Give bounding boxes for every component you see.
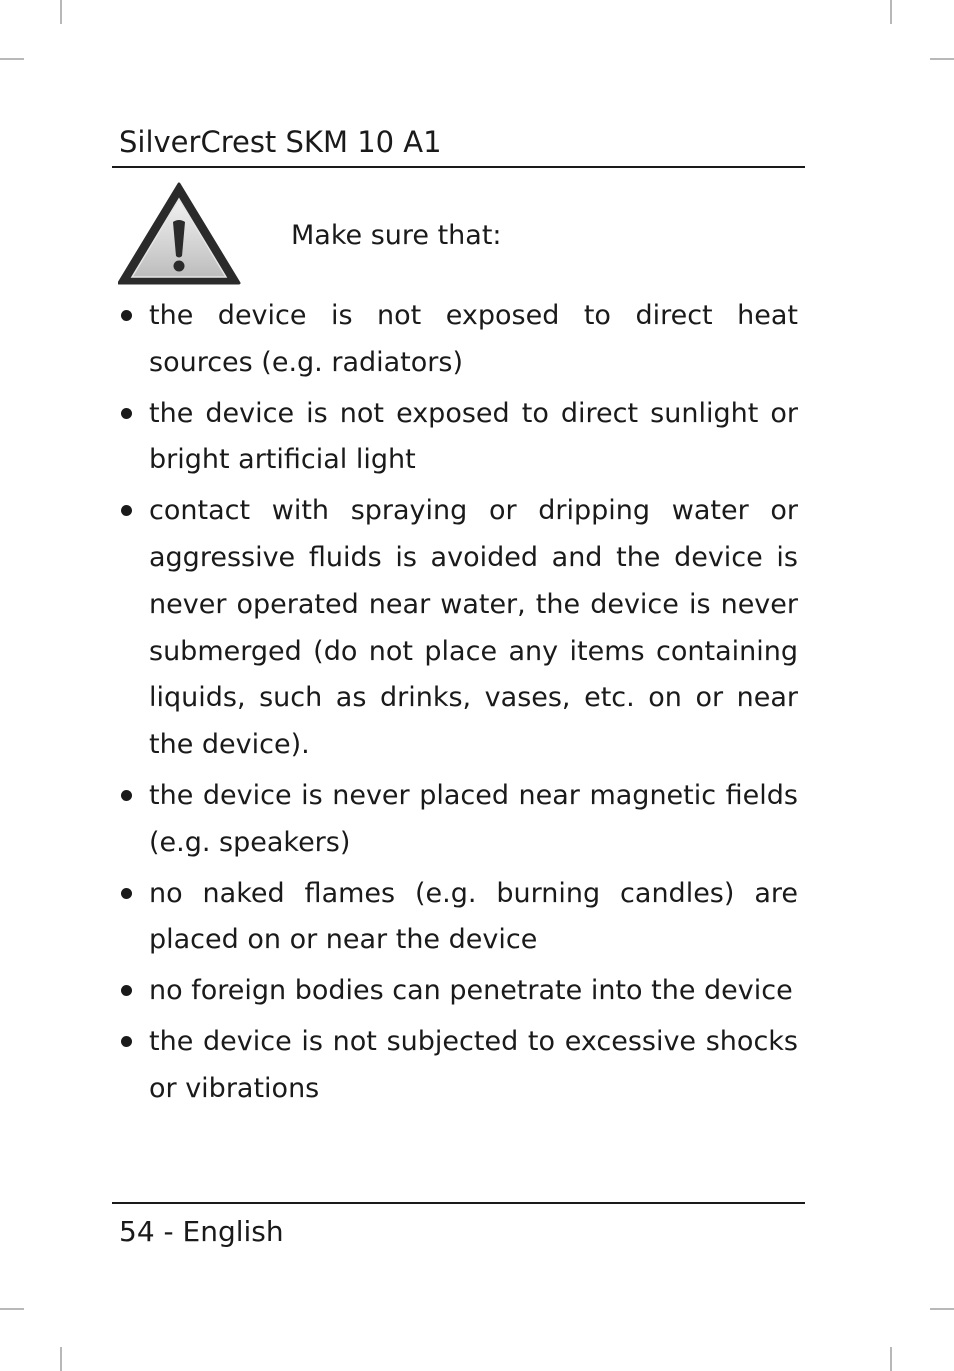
crop-mark-top-right — [890, 0, 892, 24]
bullet-dot-icon — [121, 408, 132, 419]
list-item — [115, 391, 798, 485]
list-item — [115, 293, 798, 387]
list-item-text: the device is not exposed to direct heat sources (e.g. radiators) — [149, 300, 798, 378]
header-title: SilverCrest SKM 10 A1 — [119, 125, 442, 159]
crop-mark-bottom-right — [890, 1347, 892, 1371]
bullet-dot-icon — [121, 790, 132, 801]
crop-mark-left-top — [0, 58, 24, 60]
bullet-dot-icon — [121, 1036, 132, 1047]
list-item-text: no naked flames (e.g. burning candles) are placed on or near the device — [149, 877, 798, 956]
crop-mark-top-left — [60, 0, 62, 24]
crop-mark-right-top — [930, 58, 954, 60]
warning-triangle-icon — [118, 182, 241, 286]
list-item — [115, 773, 798, 867]
crop-mark-left-bottom — [0, 1308, 24, 1310]
list-item-text: no foreign bodies can penetrate into the device — [149, 975, 793, 1007]
list-item-text: the device is not subjected to excessive shocks or vibrations — [149, 1025, 798, 1104]
bullet-dot-icon — [121, 985, 132, 996]
crop-mark-bottom-left — [60, 1347, 62, 1371]
list-item — [115, 871, 798, 965]
header-rule — [112, 166, 805, 168]
list-item-text: the device is never placed near magnetic fields (e.g. speakers) — [149, 779, 798, 858]
intro-text: Make sure that: — [291, 220, 502, 251]
list-item-text: the device is not exposed to direct sunlight or bright artificial light — [149, 397, 798, 476]
list-item — [115, 968, 798, 1015]
bullet-dot-icon — [121, 310, 132, 321]
crop-mark-right-bottom — [930, 1308, 954, 1310]
bullet-dot-icon — [121, 888, 132, 899]
list-item — [115, 488, 798, 769]
list-item-text: contact with spraying or dripping water or aggressive fluids is avoided and the device is never operated near water, the device is never submerged (do not place any items containing liquids, such as drinks, vases, etc. on or near the device). — [149, 495, 798, 761]
footer-rule — [112, 1202, 805, 1204]
list-item — [115, 1019, 798, 1113]
page-number: 54 - English — [119, 1215, 284, 1248]
bullet-list — [115, 293, 798, 1117]
bullet-dot-icon — [121, 505, 132, 516]
